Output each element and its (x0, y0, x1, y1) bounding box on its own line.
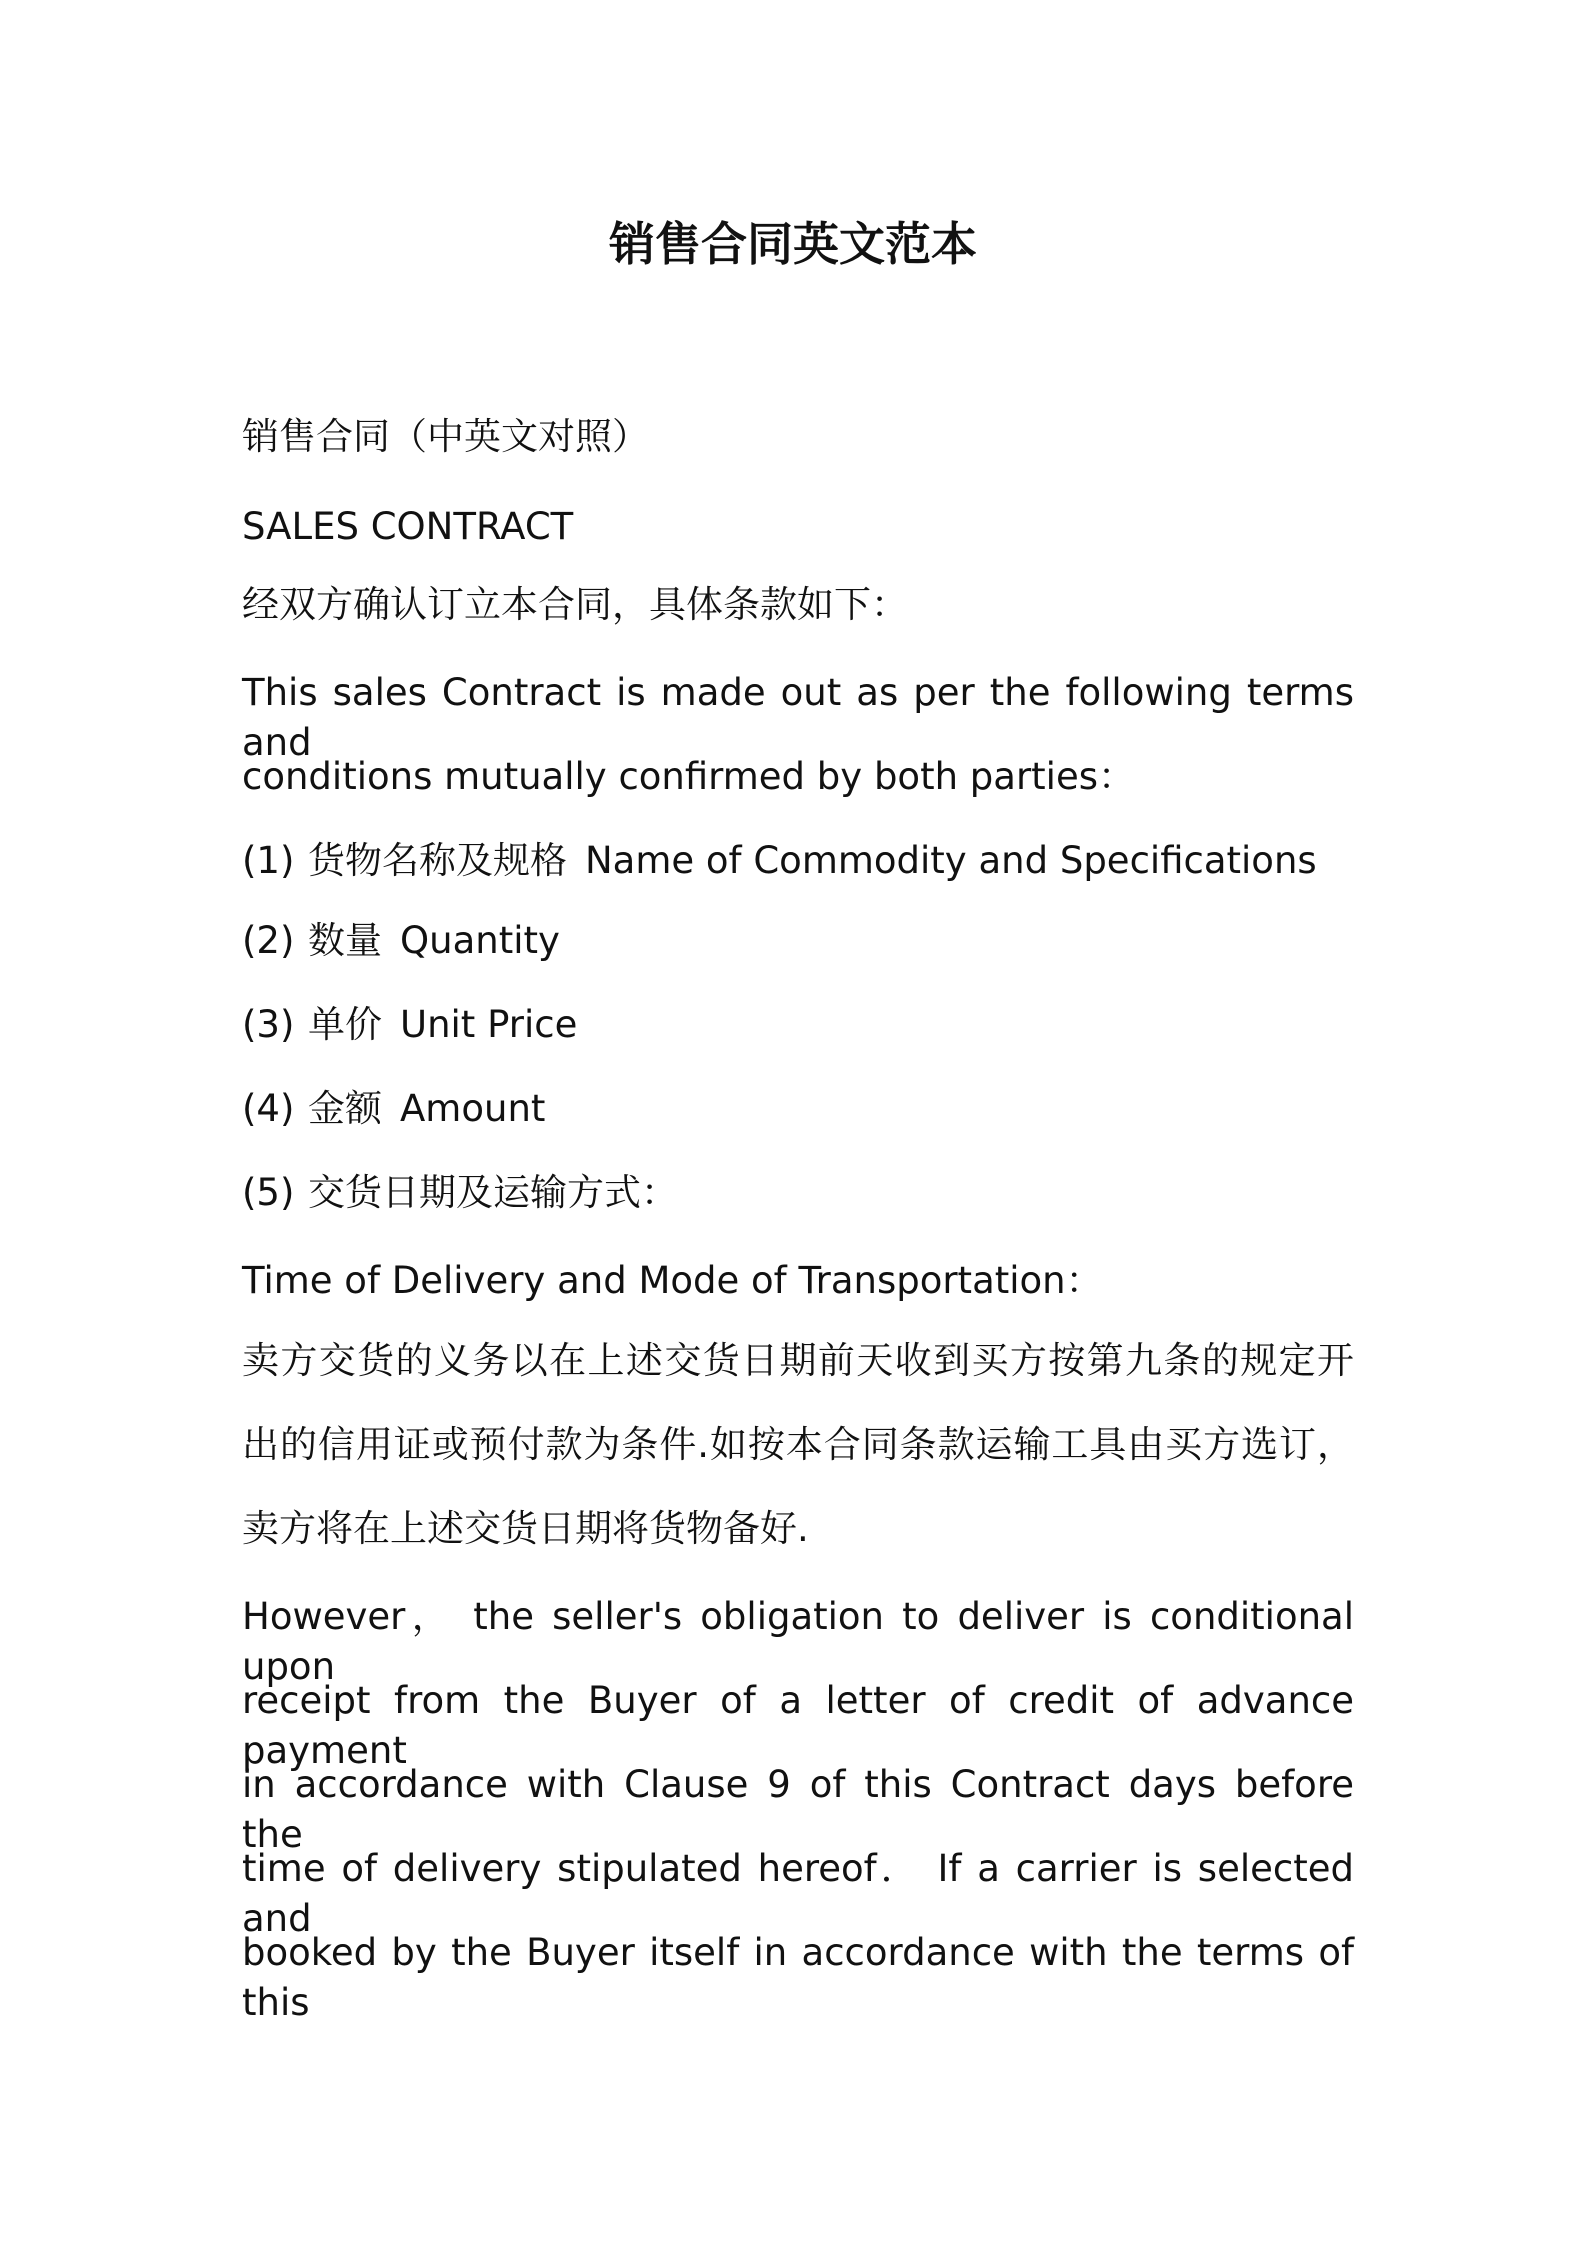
list-item-5 (242, 1168, 696, 1218)
delivery-en-heading: Time of Delivery and Mode of Transportation： (242, 1259, 1103, 1302)
item-zh: 交货日期及运输方式： (308, 1171, 678, 1214)
delivery-en-line-4: time of delivery stipulated hereof． If a carrier is selected and (242, 1847, 1354, 1940)
list-item-2 (242, 916, 560, 966)
item-number: (3) (242, 1003, 295, 1046)
list-item-3 (242, 1000, 577, 1050)
delivery-en-line-2: receipt from the Buyer of a letter of credit of advance payment (242, 1679, 1354, 1772)
item-number: (1) (242, 839, 295, 882)
delivery-en-line-5: booked by the Buyer itself in accordance with the terms of this (242, 1931, 1354, 2024)
item-number: (4) (242, 1087, 295, 1130)
item-zh: 货物名称及规格 (308, 839, 567, 882)
item-number: (5) (242, 1171, 295, 1214)
item-en: Amount (400, 1087, 546, 1130)
delivery-en-line-1: However， the seller's obligation to deliver is conditional upon (242, 1595, 1354, 1688)
list-item-1 (242, 836, 1317, 886)
item-en: Unit Price (400, 1003, 578, 1046)
item-zh: 金额 (308, 1087, 382, 1130)
delivery-zh-line-3: 卖方将在上述交货日期将货物备好. (242, 1507, 809, 1550)
item-zh: 单价 (308, 1003, 382, 1046)
item-zh: 数量 (308, 919, 382, 962)
item-en: Quantity (400, 919, 560, 962)
item-en: Name of Commodity and Specifications (585, 839, 1317, 882)
delivery-zh-line-1: 卖方交货的义务以在上述交货日期前天收到买方按第九条的规定开 (242, 1339, 1354, 1382)
delivery-en-line-3: in accordance with Clause 9 of this Contract days before the (242, 1763, 1354, 1856)
list-item-4 (242, 1084, 545, 1134)
intro-zh: 经双方确认订立本合同，具体条款如下： (242, 583, 908, 626)
delivery-zh-line-2: 出的信用证或预付款为条件.如按本合同条款运输工具由买方选订， (242, 1423, 1354, 1466)
subtitle: 销售合同（中英文对照） (242, 415, 649, 458)
heading-en: SALES CONTRACT (242, 505, 574, 548)
document-title: 销售合同英文范本 (609, 217, 977, 271)
intro-en-line-2: conditions mutually confirmed by both parties： (242, 755, 1135, 798)
intro-en-line-1: This sales Contract is made out as per the following terms and (242, 671, 1354, 764)
item-number: (2) (242, 919, 295, 962)
